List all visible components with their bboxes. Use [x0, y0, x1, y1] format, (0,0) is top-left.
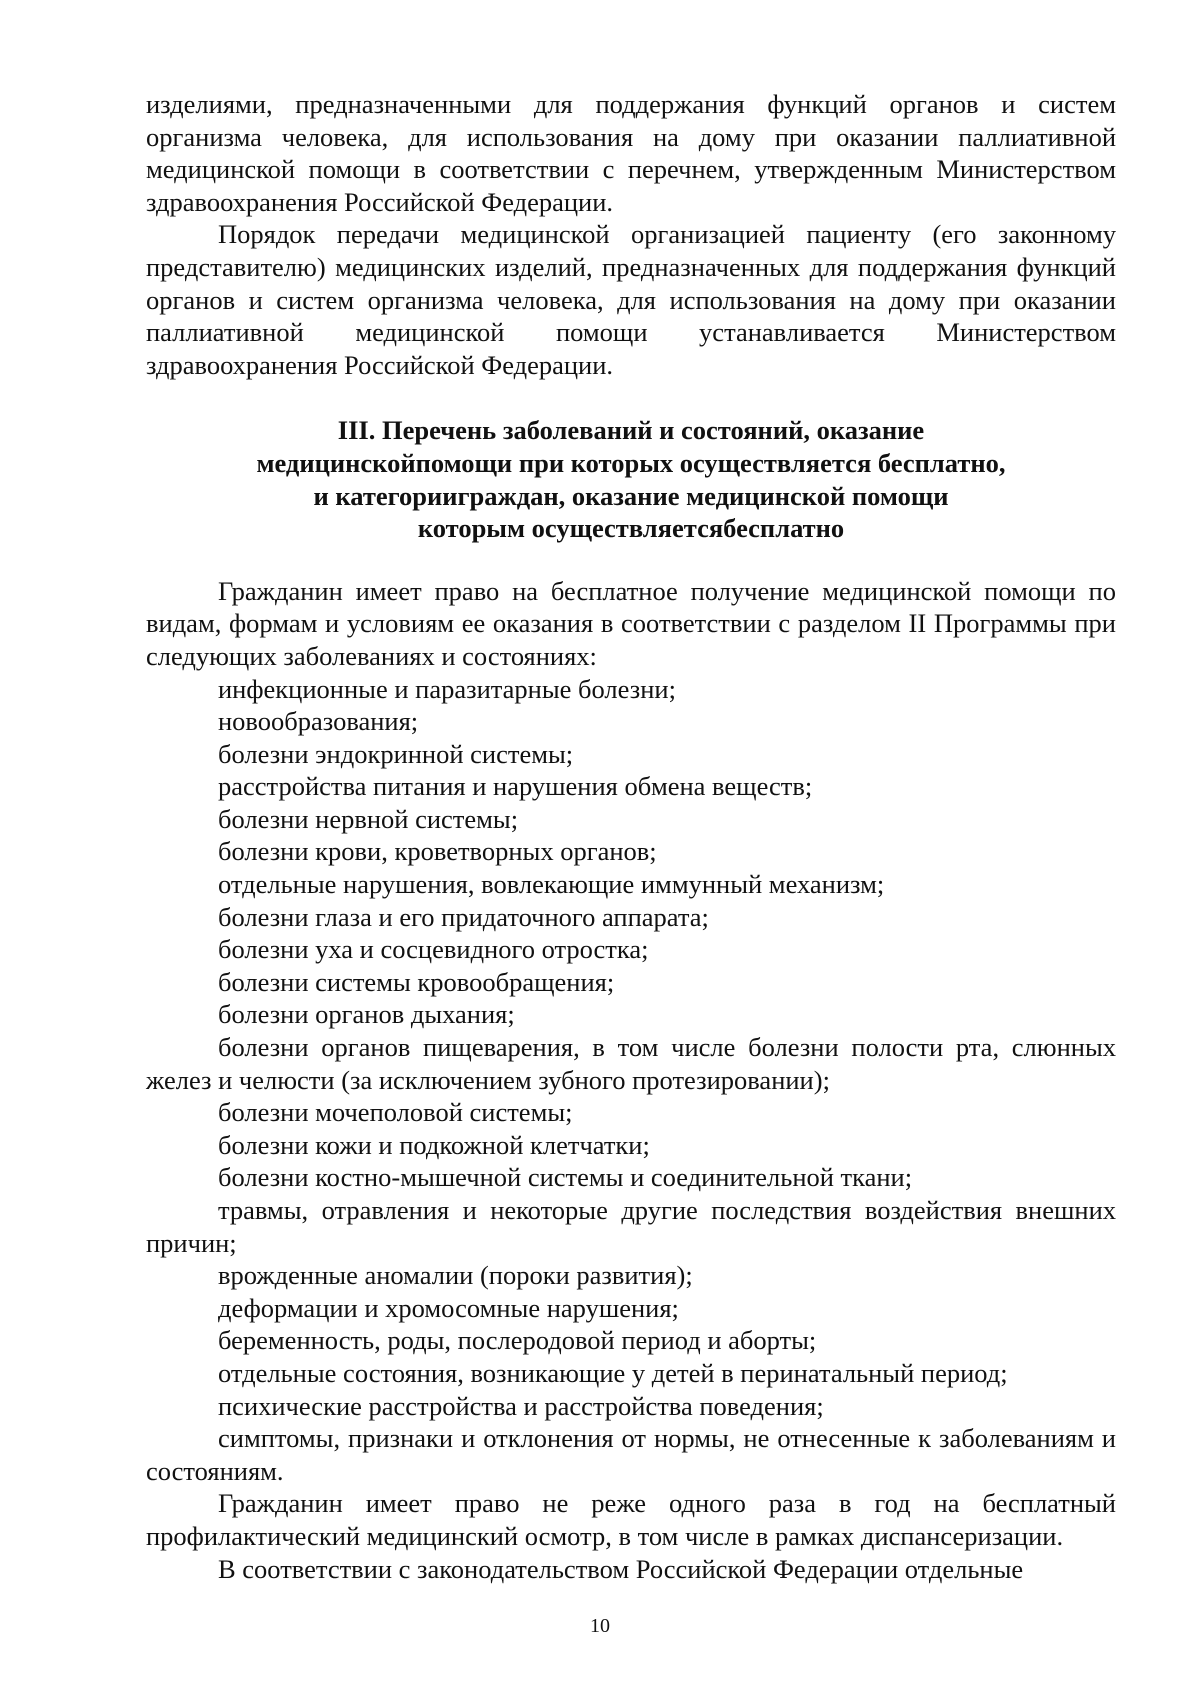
list-item: отдельные состояния, возникающие у детей в перинатальный период;	[218, 1357, 1008, 1388]
conditions-list	[146, 673, 1116, 1488]
list-item: врожденные аномалии (пороки развития);	[218, 1260, 693, 1291]
list-item: симптомы, признаки и отклонения от нормы, не отнесенные к заболеваниям и состояниям.	[146, 1423, 1116, 1486]
list-item: расстройства питания и нарушения обмена веществ;	[218, 771, 813, 802]
list-item: инфекционные и паразитарные болезни;	[218, 673, 676, 704]
list-item: болезни системы кровообращения;	[218, 966, 615, 997]
list-item: болезни органов дыхания;	[218, 999, 515, 1030]
list-item: болезни уха и сосцевидного отростка;	[218, 934, 649, 965]
list-item: отдельные нарушения, вовлекающие иммунный механизм;	[218, 869, 885, 900]
list-item: деформации и хромосомные нарушения;	[218, 1292, 679, 1323]
list-item: психические расстройства и расстройства поведения;	[218, 1390, 824, 1421]
lead-paragraph: Гражданин имеет право на бесплатное получение медицинской помощи по видам, формам и условиям ее оказания в соответствии с разделом II Программы при следующих заболеваниях и состояниях:	[146, 575, 1116, 671]
intro-paragraph-transfer-order: Порядок передачи медицинской организацией пациенту (его законному представителю) медицинских изделий, предназначенных для поддержания функций органов и систем организма человека, для использования на дому при оказании паллиативной медицинской помощи устанавливается Министерством здравоохранения Российской Федерации.	[146, 219, 1116, 380]
page-number: 10	[590, 1615, 610, 1637]
list-item: болезни нервной системы;	[218, 803, 519, 834]
list-item: травмы, отравления и некоторые другие последствия воздействия внешних причин;	[146, 1195, 1116, 1258]
legislation-paragraph: В соответствии с законодательством Российской Федерации отдельные	[218, 1553, 1024, 1584]
list-item: новообразования;	[218, 706, 419, 737]
section-heading-line: медицинскойпомощи при которых осуществляется бесплатно,	[256, 447, 1006, 478]
list-item: болезни костно-мышечной системы и соединительной ткани;	[218, 1162, 913, 1193]
list-item: беременность, роды, послеродовой период и аборты;	[218, 1325, 817, 1356]
document-body	[146, 88, 1116, 1585]
intro-paragraph-continuation: изделиями, предназначенными для поддержания функций органов и систем организма человека, для использования на дому при оказании паллиативной медицинской помощи в соответствии с перечнем, утвержденным Министерством здравоохранения Российской Федерации.	[146, 89, 1116, 217]
list-item: болезни мочеполовой системы;	[218, 1097, 573, 1128]
list-item: болезни эндокринной системы;	[218, 738, 574, 769]
list-item: болезни кожи и подкожной клетчатки;	[218, 1129, 650, 1160]
list-item: болезни глаза и его придаточного аппарата;	[218, 901, 709, 932]
section-heading-line: которым осуществляетсябесплатно	[417, 513, 845, 544]
checkup-paragraph: Гражданин имеет право не реже одного раза в год на бесплатный профилактический медицинский осмотр, в том числе в рамках диспансеризации.	[146, 1488, 1116, 1551]
section-heading	[146, 414, 1116, 544]
list-item: болезни органов пищеварения, в том числе болезни полости рта, слюнных желез и челюсти (за исключением зубного протезировании);	[146, 1032, 1116, 1095]
section-heading-line: III. Перечень заболеваний и состояний, оказание	[337, 415, 925, 446]
section-heading-line: и категорииграждан, оказание медицинской помощи	[313, 480, 949, 511]
list-item: болезни крови, кроветворных органов;	[218, 836, 657, 867]
